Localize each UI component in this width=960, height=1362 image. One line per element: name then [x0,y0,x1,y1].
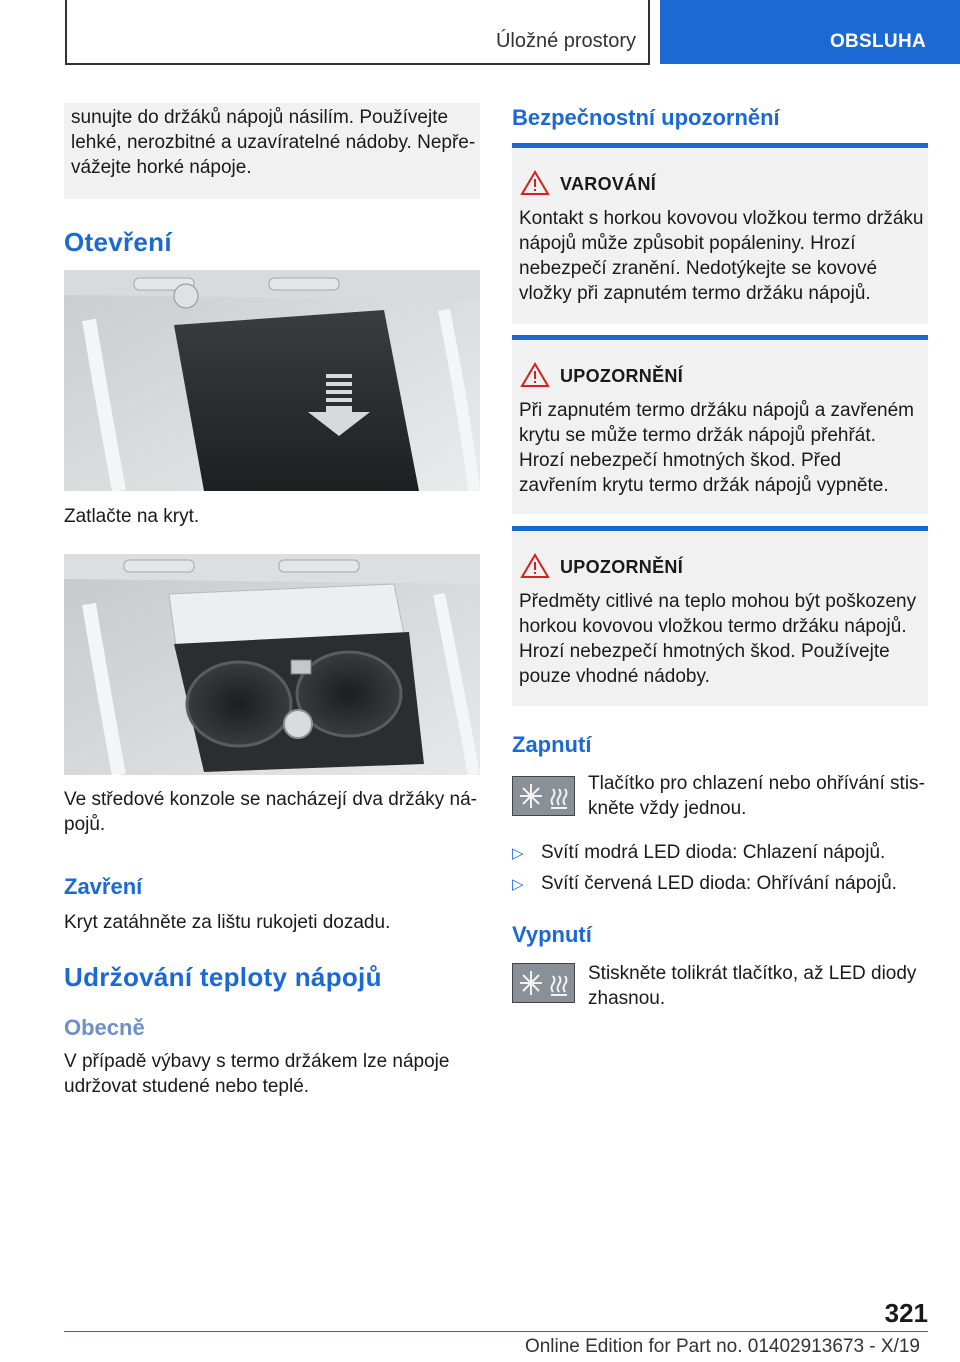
switch-on-text: Tlačítko pro chlazení nebo ohřívání stiskněte vždy jednou. [588,773,925,819]
warning-3-text: Předměty citlivé na teplo mohou být poškozeny horkou kovovou vložkou termo držáku nápojů. Hrozí nebezpečí hmotných škod. Používejte pouze vhodné nádoby. [519,591,917,687]
footer-edition: Online Edition for Part no. 01402913673 - X/19 [524,1336,920,1357]
footer-rule [64,1331,928,1332]
header-chapter-label: OBSLUHA [829,31,926,52]
warning-triangle-icon [520,362,550,388]
warning-2-title: UPOZORNĚNÍ [560,366,684,386]
bullet-blue-led-text: Svítí modrá LED dioda: Chlazení nápojů. [541,842,886,863]
caption-cup-holders: Ve středové konzole se nacházejí dva držáky nápojů. [64,789,477,835]
header-rule-right [648,0,650,64]
console-cover-illustration [64,270,480,491]
triangle-bullet-icon: ▷ [512,845,524,862]
warning-box-2 [512,335,928,514]
photo-push-cover [64,270,480,491]
general-text: V případě výbavy s termo držákem lze nápoje udržovat studené nebo teplé. [64,1051,450,1097]
switch-off-text: Stiskněte tolikrát tlačítko, až LED diody zhasnou. [588,963,917,1009]
triangle-bullet-icon: ▷ [512,876,524,893]
header-section-title: Úložné prostory [495,30,636,52]
climate-button-image [512,776,575,816]
warning-box-1 [512,143,928,324]
bullet-red-led-text: Svítí červená LED dioda: Ohřívání nápojů. [541,873,897,894]
warning-2-text: Při zapnutém termo držáku nápojů a zavřeném krytu se může termo držák nápojů přehřát. Hrozí nebezpečí hmotných škod. Před zavřením krytu termo držák nápojů vypněte. [519,400,914,496]
climate-button-image [512,963,575,1003]
close-text: Kryt zatáhněte za lištu rukojeti dozadu. [64,912,391,933]
heading-open: Otevření [64,227,172,257]
warning-triangle-icon [520,170,550,196]
cool-heat-button-icon [513,964,574,1002]
header-rule-left [65,0,67,64]
warning-1-title: VAROVÁNÍ [560,174,657,194]
intro-note-text: sunujte do držáků nápojů násilím. Používejte lehké, nerozbitné a uzavíratelné nádoby. Nepřevážejte horké nápoje. [71,107,476,178]
heading-keep-temperature: Udržování teploty nápojů [64,962,382,992]
heading-switch-on: Zapnutí [512,732,592,757]
caption-push-cover: Zatlačte na kryt. [64,506,200,527]
heading-safety: Bezpečnostní upozornění [512,105,780,130]
header-rule-bottom [65,63,650,65]
cool-heat-button-icon [513,777,574,815]
warning-triangle-icon [520,553,550,579]
warning-box-3 [512,526,928,706]
heading-switch-off: Vypnutí [512,922,592,947]
cup-holders-illustration [64,554,480,775]
warning-3-title: UPOZORNĚNÍ [560,557,684,577]
heading-general: Obecně [64,1015,145,1040]
intro-note-box [64,103,480,199]
header-chapter-tab[interactable] [660,0,960,64]
warning-1-text: Kontakt s horkou kovovou vložkou termo držáku nápojů může způsobit popáleniny. Hrozí nebezpečí zranění. Nedotýkejte se kovové vložky při zapnutém termo držáku nápojů. [519,208,924,304]
heading-close: Zavření [64,874,143,899]
photo-cup-holders [64,554,480,775]
page-number: 321 [884,1298,928,1328]
